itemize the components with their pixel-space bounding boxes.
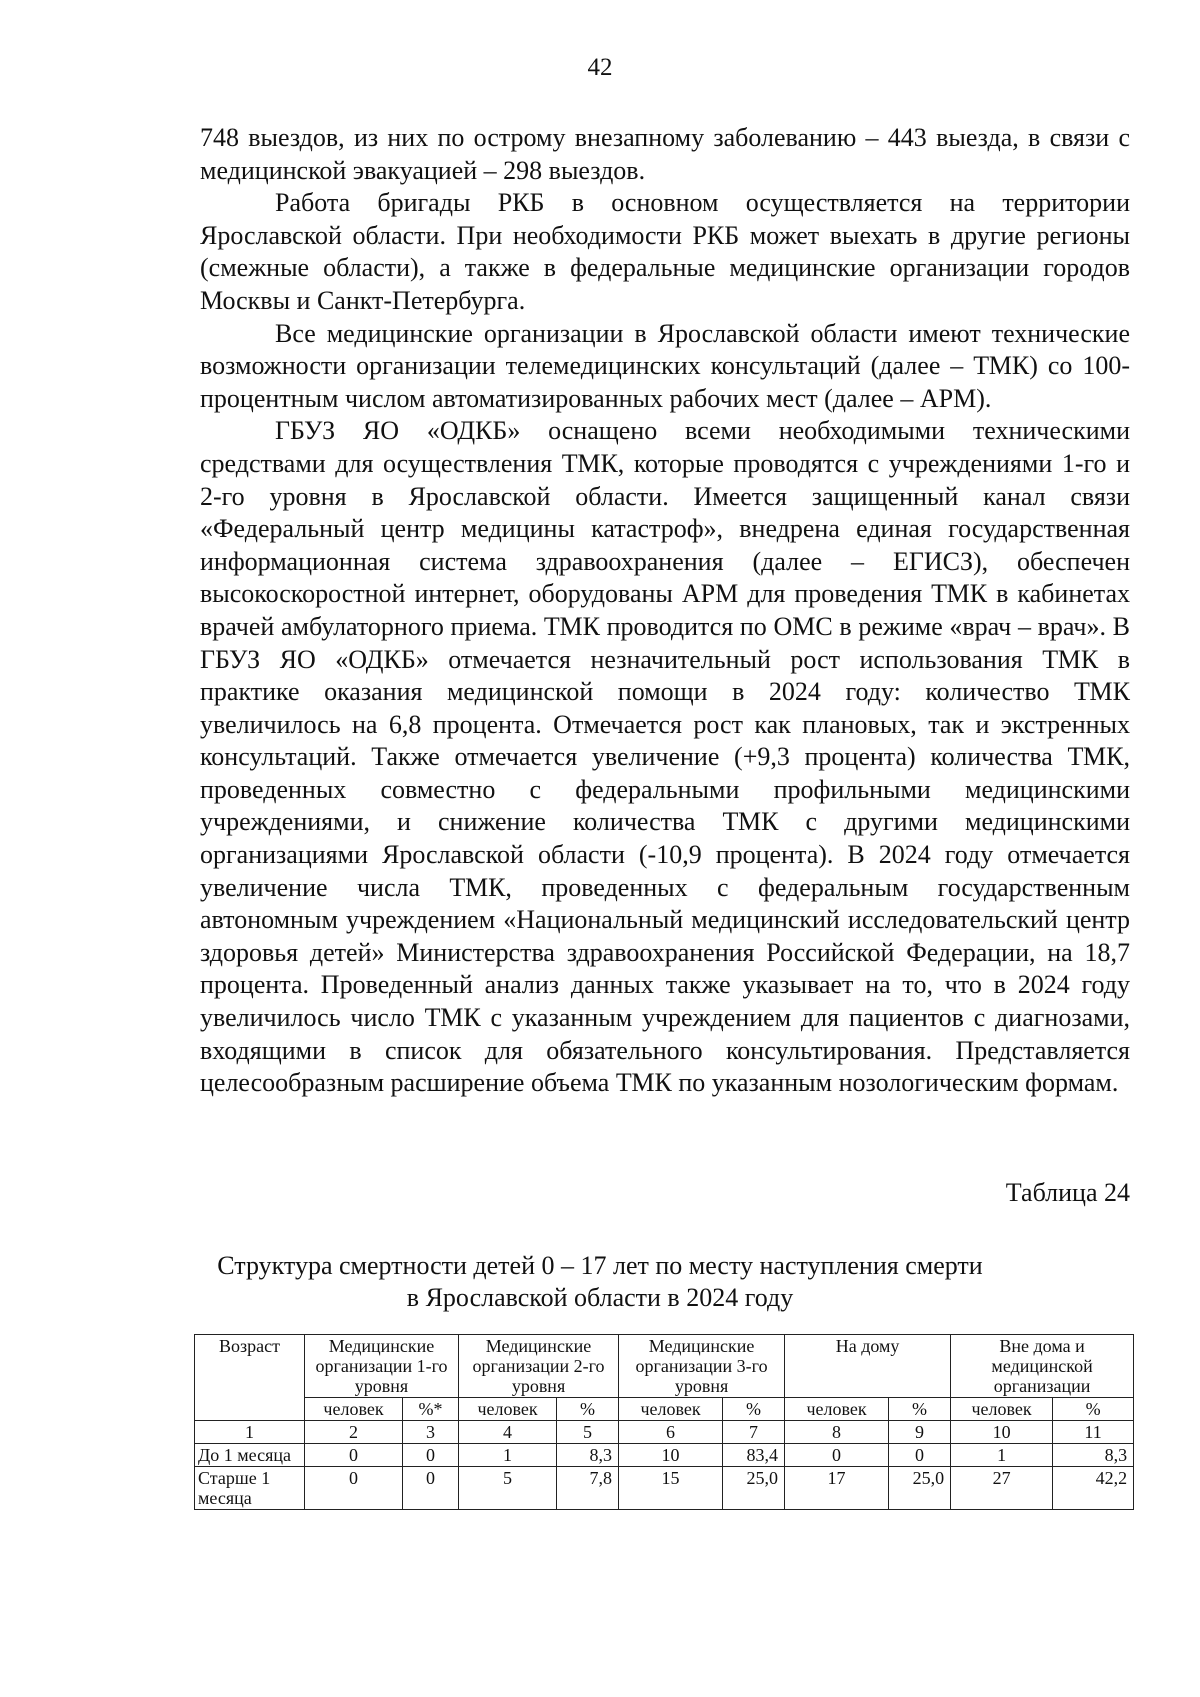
subheader-percent: % xyxy=(723,1398,785,1421)
column-number: 2 xyxy=(305,1421,403,1444)
cell-percent: 0 xyxy=(403,1467,459,1510)
column-number: 1 xyxy=(195,1421,305,1444)
cell-percent: 42,2 xyxy=(1053,1467,1134,1510)
cell-people: 5 xyxy=(459,1467,557,1510)
cell-percent: 7,8 xyxy=(557,1467,619,1510)
cell-people: 0 xyxy=(305,1467,403,1510)
subheader-people: человек xyxy=(459,1398,557,1421)
header-age: Возраст xyxy=(195,1335,305,1421)
cell-people: 0 xyxy=(305,1444,403,1467)
column-number: 8 xyxy=(785,1421,889,1444)
cell-percent: 0 xyxy=(403,1444,459,1467)
subheader-people: человек xyxy=(951,1398,1053,1421)
paragraph: ГБУЗ ЯО «ОДКБ» оснащено всеми необходимыми техническими средствами для осуществления ТМК, которые проводятся с учреждениями 1-го и 2-го уровня в Ярославской области. Имеется защищенный канал связи «Федеральный центр медицины катастроф», внедрена единая государственная информационная система здравоохранения (далее – ЕГИСЗ), обеспечен высокоскоростной интернет, оборудованы АРМ для проведения ТМК в кабинетах врачей амбулаторного приема. ТМК проводится по ОМС в режиме «врач – врач». В ГБУЗ ЯО «ОДКБ» отмечается незначительный рост использования ТМК в практике оказания медицинской помощи в 2024 году: количество ТМК увеличилось на 6,8 процента. Отмечается рост как плановых, так и экстренных консультаций. Также отмечается увеличение (+9,3 процента) количества ТМК, проведенных совместно с федеральными профильными медицинскими учреждениями, и снижение количества ТМК с другими медицинскими организациями Ярославской области (-10,9 процента). В 2024 году отмечается увеличение числа ТМК, проведенных с федеральным государственным автономным учреждением «Национальный медицинский исследовательский центр здоровья детей» Министерства здравоохранения Российской Федерации, на 18,7 процента. Проведенный анализ данных также указывает на то, что в 2024 году увеличилось число ТМК с указанным учреждением для пациентов с диагнозами, входящими в список для обязательного консультирования. Представляется целесообразным расширение объема ТМК по указанным нозологическим формам. xyxy=(200,416,1130,1098)
subheader-percent: % xyxy=(889,1398,951,1421)
cell-people: 1 xyxy=(951,1444,1053,1467)
table-title xyxy=(0,1250,1200,1314)
cell-people: 15 xyxy=(619,1467,723,1510)
column-number: 10 xyxy=(951,1421,1053,1444)
column-number: 5 xyxy=(557,1421,619,1444)
header-group: На дому xyxy=(785,1335,951,1398)
subheader-percent: % xyxy=(557,1398,619,1421)
table-title-line: Структура смертности детей 0 – 17 лет по месту наступления смерти xyxy=(217,1251,983,1280)
body-text xyxy=(200,122,1130,1100)
subheader-percent: %* xyxy=(403,1398,459,1421)
column-number-row xyxy=(195,1421,1134,1444)
column-number: 6 xyxy=(619,1421,723,1444)
cell-percent: 83,4 xyxy=(723,1444,785,1467)
header-group: Медицинские организации 2-го уровня xyxy=(459,1335,619,1398)
cell-people: 17 xyxy=(785,1467,889,1510)
cell-percent: 8,3 xyxy=(1053,1444,1134,1467)
table-label: Таблица 24 xyxy=(1005,1178,1130,1207)
subheader-percent: % xyxy=(1053,1398,1134,1421)
paragraph: 748 выездов, из них по острому внезапному заболеванию – 443 выезда, в связи с медицинской эвакуацией – 298 выездов. xyxy=(200,123,1130,185)
column-number: 4 xyxy=(459,1421,557,1444)
column-number: 3 xyxy=(403,1421,459,1444)
cell-percent: 25,0 xyxy=(723,1467,785,1510)
column-number: 7 xyxy=(723,1421,785,1444)
row-age: До 1 месяца xyxy=(195,1444,305,1467)
subheader-people: человек xyxy=(305,1398,403,1421)
header-group: Медицинские организации 1-го уровня xyxy=(305,1335,459,1398)
cell-people: 10 xyxy=(619,1444,723,1467)
cell-people: 0 xyxy=(785,1444,889,1467)
paragraph: Все медицинские организации в Ярославской области имеют технические возможности организации телемедицинских консультаций (далее – ТМК) со 100-процентным числом автоматизированных рабочих мест (далее – АРМ). xyxy=(200,318,1130,413)
table-row xyxy=(195,1467,1134,1510)
header-group: Вне дома и медицинской организации xyxy=(951,1335,1134,1398)
paragraph: Работа бригады РКБ в основном осуществляется на территории Ярославской области. При необходимости РКБ может выехать в другие регионы (смежные области), а также в федеральные медицинские организации городов Москвы и Санкт-Петербурга. xyxy=(200,188,1130,315)
table-row xyxy=(195,1444,1134,1467)
table-header-row xyxy=(195,1335,1134,1398)
column-number: 11 xyxy=(1053,1421,1134,1444)
subheader-people: человек xyxy=(785,1398,889,1421)
cell-people: 1 xyxy=(459,1444,557,1467)
column-number: 9 xyxy=(889,1421,951,1444)
cell-percent: 0 xyxy=(889,1444,951,1467)
cell-people: 27 xyxy=(951,1467,1053,1510)
cell-percent: 25,0 xyxy=(889,1467,951,1510)
table-subheader-row xyxy=(195,1398,1134,1421)
subheader-people: человек xyxy=(619,1398,723,1421)
row-age: Старше 1 месяца xyxy=(195,1467,305,1510)
mortality-table xyxy=(194,1334,1134,1510)
cell-percent: 8,3 xyxy=(557,1444,619,1467)
table-title-line: в Ярославской области в 2024 году xyxy=(406,1283,794,1312)
header-group: Медицинские организации 3-го уровня xyxy=(619,1335,785,1398)
page-number: 42 xyxy=(587,54,613,81)
